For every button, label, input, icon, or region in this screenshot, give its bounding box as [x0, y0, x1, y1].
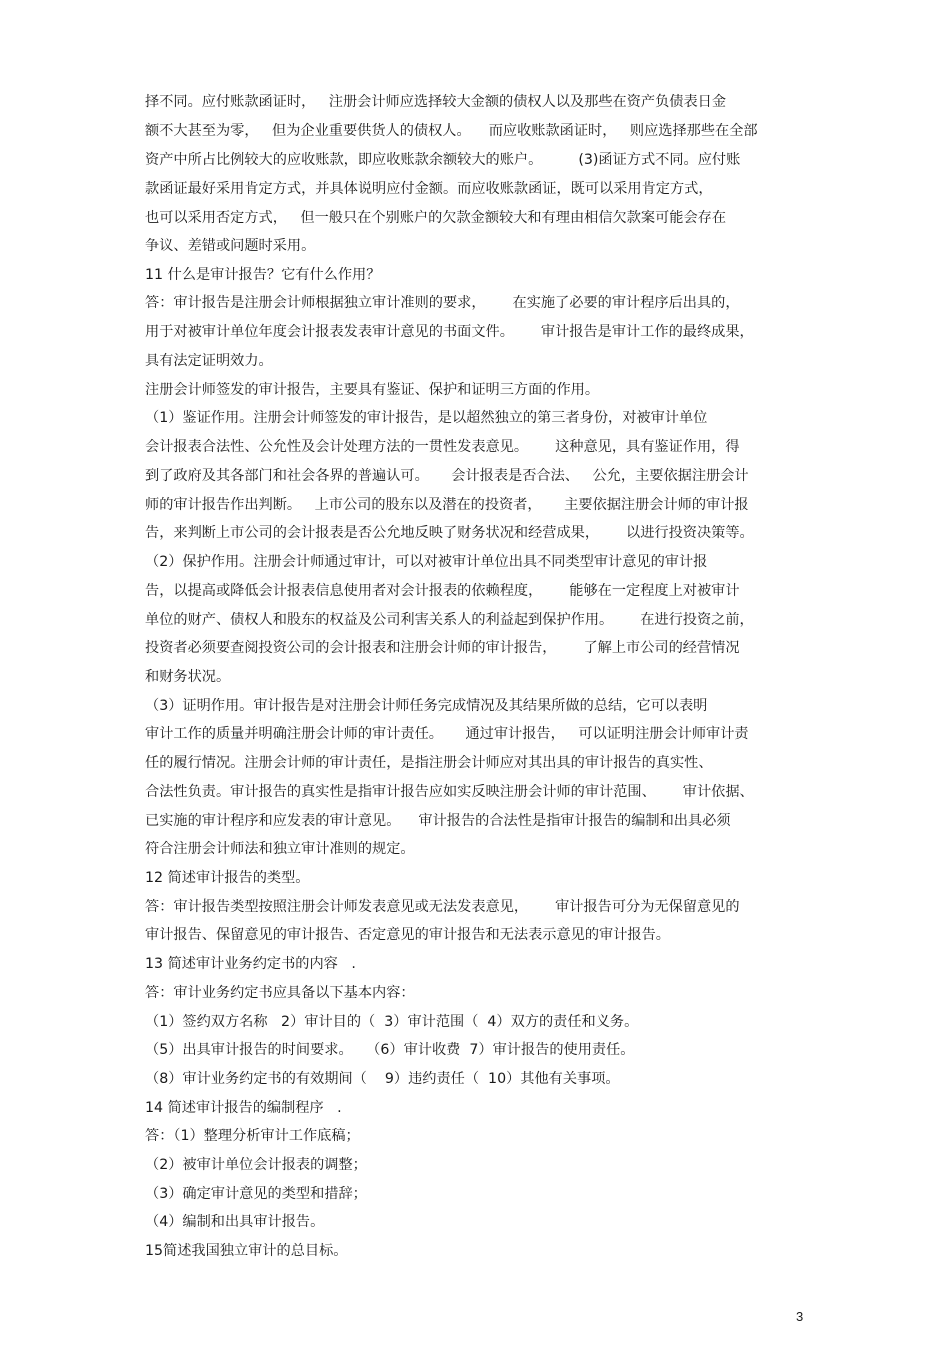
text-line: （2）保护作用。注册会计师通过审计，可以对被审计单位出具不同类型审计意见的审计报	[145, 554, 708, 570]
text-line: 单位的财产、债权人和股东的权益及公司利害关系人的利益起到保护作用。 在进行投资之前，	[145, 612, 754, 628]
page-number: 3	[796, 1309, 804, 1324]
text-line: 答：（1）整理分析审计工作底稿；	[145, 1128, 360, 1144]
text-line: 款函证最好采用肯定方式，并具体说明应付金额。而应收账款函证，既可以采用肯定方式，	[145, 181, 713, 197]
text-line: 投资者必须要查阅投资公司的会计报表和注册会计师的审计报告， 了解上市公司的经营情况	[145, 640, 740, 656]
text-line: 合法性负责。审计报告的真实性是指审计报告应如实反映注册会计师的审计范围、 审计依据、	[145, 784, 754, 800]
text-line: 争议、差错或问题时采用。	[145, 238, 316, 254]
text-line: 注册会计师签发的审计报告，主要具有鉴证、保护和证明三方面的作用。	[145, 382, 600, 398]
text-line: （4）编制和出具审计报告。	[145, 1214, 325, 1230]
text-line: （8）审计业务约定书的有效期间（ 9）违约责任（ 10）其他有关事项。	[145, 1071, 620, 1087]
text-line: （5）出具审计报告的时间要求。 （6）审计收费 7）审计报告的使用责任。	[145, 1042, 635, 1058]
text-line: 符合注册会计师法和独立审计准则的规定。	[145, 841, 415, 857]
question-heading: 12 简述审计报告的类型。	[145, 870, 310, 886]
text-line: （3）确定审计意见的类型和措辞；	[145, 1186, 367, 1202]
text-line: 答：审计报告类型按照注册会计师发表意见或无法发表意见， 审计报告可分为无保留意见的	[145, 899, 740, 915]
text-line: 资产中所占比例较大的应收账款，即应收账款余额较大的账户。 (3)函证方式不同。应付账	[145, 152, 741, 168]
text-line: 答：审计业务约定书应具备以下基本内容：	[145, 985, 415, 1001]
text-line: （3）证明作用。审计报告是对注册会计师任务完成情况及其结果所做的总结，它可以表明	[145, 698, 708, 714]
question-heading: 15简述我国独立审计的总目标。	[145, 1243, 348, 1259]
text-line: 告，来判断上市公司的会计报表是否公允地反映了财务状况和经营成果， 以进行投资决策等。	[145, 525, 754, 541]
text-line: 已实施的审计程序和应发表的审计意见。 审计报告的合法性是指审计报告的编制和出具必须	[145, 813, 731, 829]
text-line: 审计报告、保留意见的审计报告、否定意见的审计报告和无法表示意见的审计报告。	[145, 927, 670, 943]
text-line: 师的审计报告作出判断。 上市公司的股东以及潜在的投资者， 主要依据注册会计师的审计报	[145, 497, 749, 513]
text-line: 审计工作的质量并明确注册会计师的审计责任。 通过审计报告， 可以证明注册会计师审计责	[145, 726, 749, 742]
text-line: 会计报表合法性、公允性及会计处理方法的一贯性发表意见。 这种意见，具有鉴证作用，得	[145, 439, 740, 455]
text-line: 用于对被审计单位年度会计报表发表审计意见的书面文件。 审计报告是审计工作的最终成果，	[145, 324, 754, 340]
text-line: 择不同。应付账款函证时， 注册会计师应选择较大金额的债权人以及那些在资产负债表日金	[145, 94, 727, 110]
question-heading: 11 什么是审计报告？它有什么作用？	[145, 267, 381, 283]
question-heading: 14 简述审计报告的编制程序 .	[145, 1100, 342, 1116]
text-line: （1）鉴证作用。注册会计师签发的审计报告，是以超然独立的第三者身份，对被审计单位	[145, 410, 708, 426]
text-line: 也可以采用否定方式， 但一般只在个别账户的欠款金额较大和有理由相信欠款案可能会存在	[145, 210, 727, 226]
text-line: 答：审计报告是注册会计师根据独立审计准则的要求， 在实施了必要的审计程序后出具的，	[145, 295, 740, 311]
text-line: 和财务状况。	[145, 669, 231, 685]
question-heading: 13 简述审计业务约定书的内容 .	[145, 956, 356, 972]
text-line: （1）签约双方名称 2）审计目的（ 3）审计范围（ 4）双方的责任和义务。	[145, 1014, 639, 1030]
text-line: 任的履行情况。注册会计师的审计责任，是指注册会计师应对其出具的审计报告的真实性、	[145, 755, 713, 771]
text-line: 告，以提高或降低会计报表信息使用者对会计报表的依赖程度， 能够在一定程度上对被审计	[145, 583, 740, 599]
text-line: 具有法定证明效力。	[145, 353, 273, 369]
text-line: 到了政府及其各部门和社会各界的普遍认可。 会计报表是否合法、 公允，主要依据注册会计	[145, 468, 749, 484]
text-line: （2）被审计单位会计报表的调整；	[145, 1157, 367, 1173]
text-line: 额不大甚至为零， 但为企业重要供货人的债权人。 而应收账款函证时， 则应选择那些在全部	[145, 123, 758, 139]
